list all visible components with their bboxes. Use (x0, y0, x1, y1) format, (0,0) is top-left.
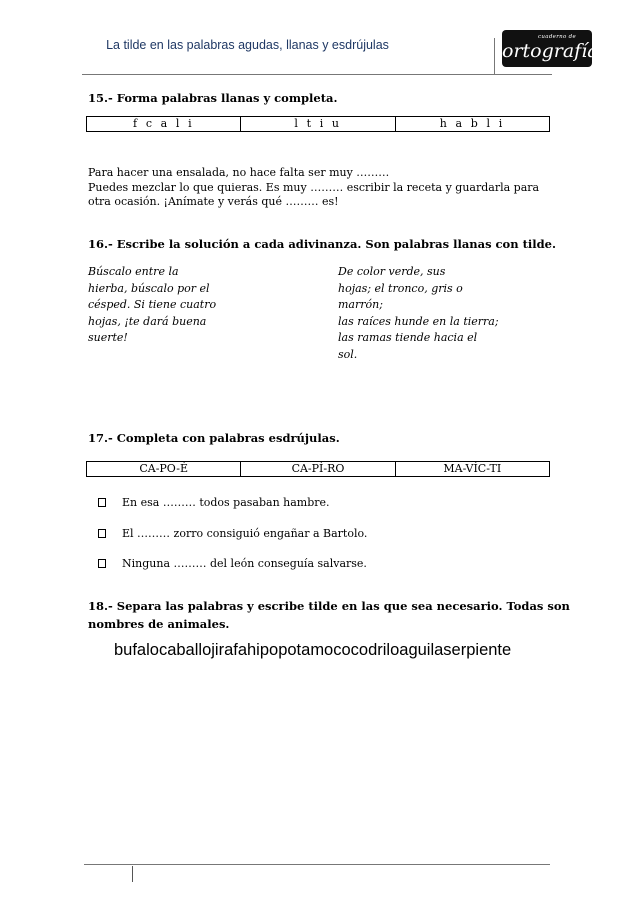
header-rule (82, 74, 552, 75)
exercise-15-line-2: Puedes mezclar lo que quieras. Es muy ……… escribir la receta y guardarla para (88, 181, 540, 194)
checkbox-icon (98, 559, 106, 568)
exercise-18-heading-line-1: 18.- Separa las palabras y escribe tilde en las que sea necesario. Todas son (88, 599, 570, 613)
exercise-15-letter-table (86, 116, 550, 132)
exercise-18-heading-line-2: nombres de animales. (88, 617, 230, 631)
exercise-17-item: Ninguna ……… del león conseguía salvarse. (98, 557, 367, 571)
riddle-line: las ramas tiende hacia el (338, 331, 478, 344)
riddle-1 (88, 264, 216, 347)
riddle-line: hojas, ¡te dará buena (88, 314, 207, 328)
logo (502, 30, 599, 67)
letter-cell: h a b l i (439, 117, 505, 130)
header-divider (494, 38, 495, 74)
animal-letter-string: bufalocaballojirafahipopotamococodriloaguilaserpiente (114, 641, 512, 659)
riddle-line: marrón; (338, 298, 383, 311)
riddle-2 (338, 264, 499, 363)
checkbox-icon (98, 498, 106, 507)
footer-rule (84, 864, 550, 865)
exercise-17-item: El ……… zorro consiguió engañar a Bartolo. (98, 527, 367, 541)
syllable-cell: CA-PÍ-RO (241, 462, 395, 476)
exercise-15-heading: 15.- Forma palabras llanas y completa. (88, 91, 338, 105)
riddle-line: hierba, búscalo por el (88, 281, 210, 295)
page-header-title: La tilde en las palabras agudas, llanas y esdrújulas (106, 38, 389, 52)
riddle-line: hojas; el tronco, gris o (338, 281, 463, 295)
syllable-cell: MA-VÍC-TI (443, 462, 502, 475)
logo-title: ortografía (502, 40, 599, 62)
riddle-line: suerte! (88, 331, 128, 344)
logo-subtitle: cuaderno de (538, 34, 576, 40)
exercise-15-line-3: otra ocasión. ¡Anímate y verás qué ……… es! (88, 195, 339, 208)
syllable-cell: CA-PO-É (87, 462, 241, 476)
riddle-line: las raíces hunde en la tierra; (338, 314, 499, 328)
letter-cell: l t i u (241, 117, 395, 131)
exercise-17-syllable-table (86, 461, 550, 477)
letter-cell: f c a l i (87, 117, 241, 131)
riddle-line: De color verde, sus (338, 265, 446, 278)
riddle-line: Búscalo entre la (88, 265, 179, 278)
riddle-line: sol. (338, 347, 358, 361)
checkbox-icon (98, 529, 106, 538)
exercise-17-item: En esa ……… todos pasaban hambre. (98, 496, 330, 510)
exercise-16-heading: 16.- Escribe la solución a cada adivinanza. Son palabras llanas con tilde. (88, 237, 557, 251)
exercise-15-line-1: Para hacer una ensalada, no hace falta ser muy ……… (88, 166, 390, 179)
exercise-17-heading: 17.- Completa con palabras esdrújulas. (88, 431, 340, 445)
footer-divider (132, 866, 133, 882)
riddle-line: césped. Si tiene cuatro (88, 298, 217, 311)
